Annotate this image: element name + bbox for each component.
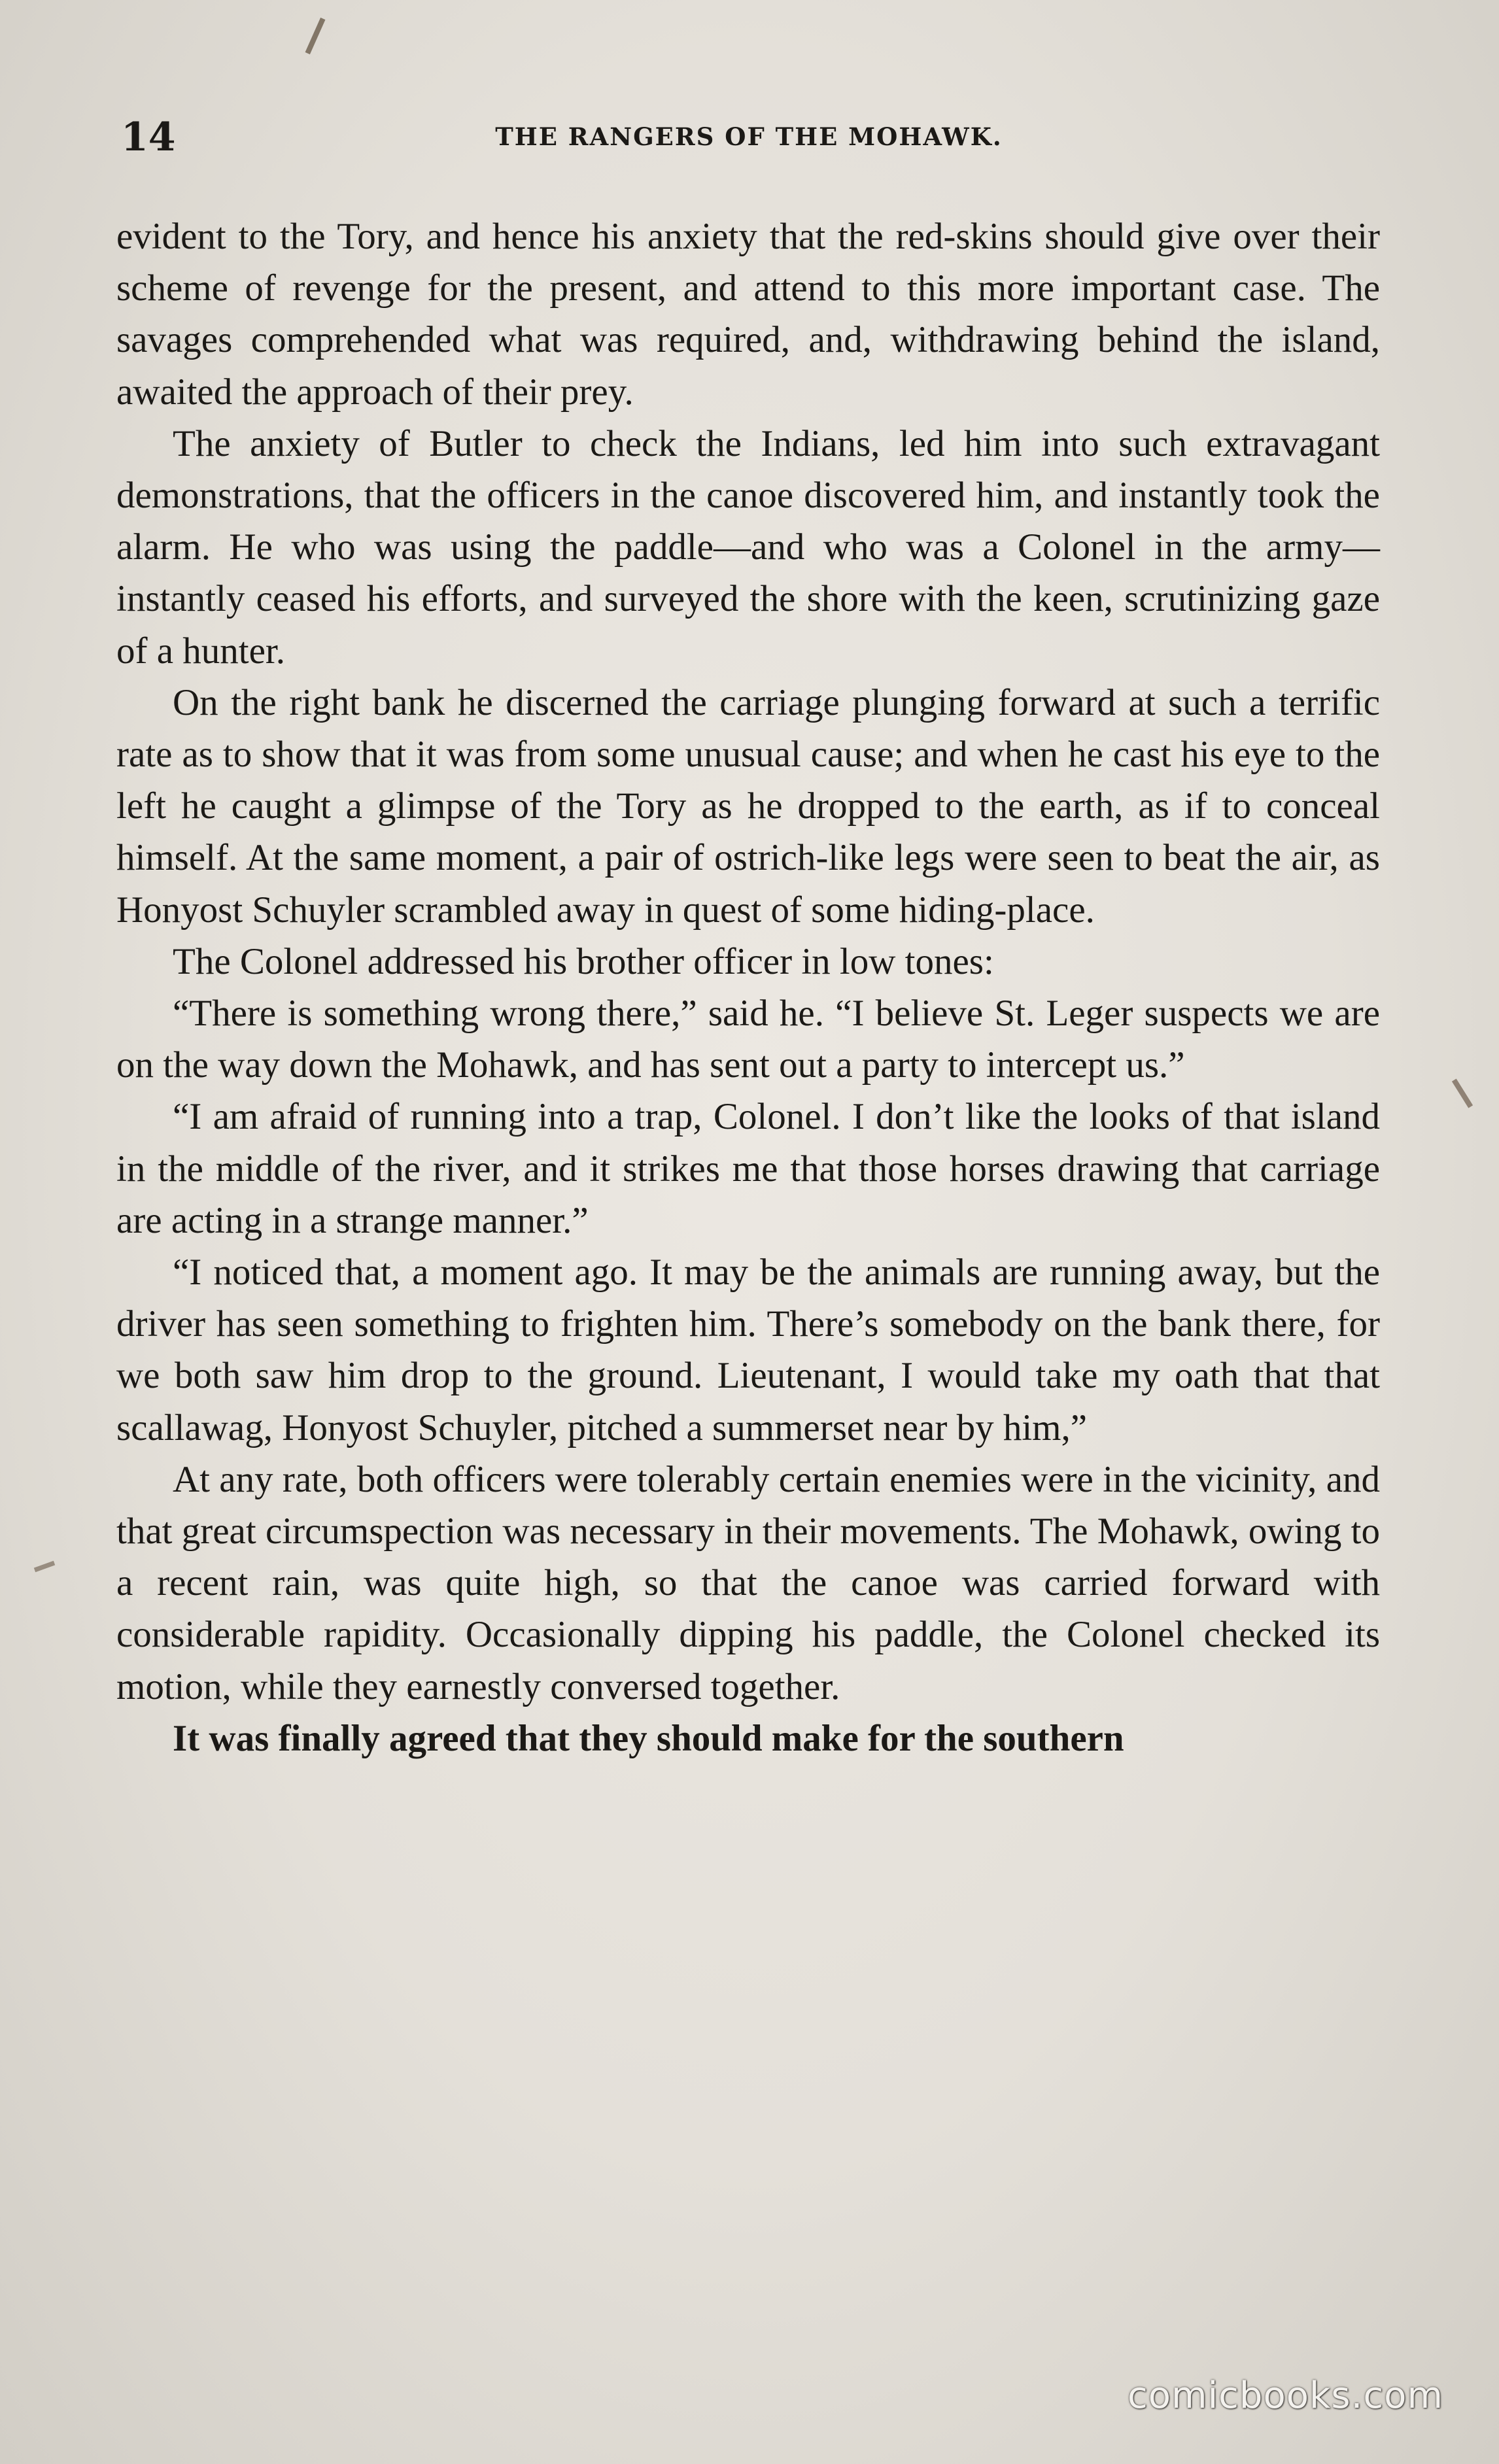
paragraph: evident to the Tory, and hence his anxiety that the red-skins should give over their scheme of revenge for the present, and attend to this more important case. The savages comprehended what was required, and, withdrawing behind the island, awaited the approach of their prey. — [116, 216, 1380, 413]
pencil-mark — [34, 1561, 55, 1573]
paragraph: At any rate, both officers were tolerably certain enemies were in the vicinity, and that great circumspection was necessary in their movements. The Mohawk, owing to a recent rain, was quite high, so that the canoe was carried forward with considerable rapidity. Occasionally dipping his paddle, the Colonel checked its motion, while they earnestly conversed together. — [116, 1458, 1380, 1707]
watermark: comicbooks.com — [1127, 2374, 1443, 2417]
running-head: THE RANGERS OF THE MOHAWK. — [495, 122, 1003, 151]
paragraph: “There is something wrong there,” said he. “I believe St. Leger suspects we are on the way down the Mohawk, and has sent out a party to intercept us.” — [116, 993, 1380, 1086]
page-number: 14 — [121, 114, 176, 160]
paragraph: “I noticed that, a moment ago. It may be the animals are running away, but the driver has seen something to frighten him. There’s somebody on the bank there, for we both saw him drop to the ground. Lieutenant, I would take my oath that that scallawag, Honyost Schuyler, pitched a summerset near by him,” — [116, 1252, 1380, 1448]
paragraph: The anxiety of Butler to check the Indians, led him into such extravagant demonstrations, that the officers in the canoe discovered him, and instantly took the alarm. He who was using the paddle—and who was a Colonel in the army—instantly ceased his efforts, and surveyed the shore with the keen, scrutinizing gaze of a hunter. — [116, 422, 1380, 672]
paragraph: “I am afraid of running into a trap, Colonel. I don’t like the looks of that island in the middle of the river, and it strikes me that those horses drawing that carriage are acting in a strange manner.” — [116, 1096, 1380, 1241]
paragraph: It was finally agreed that they should make for the southern — [173, 1717, 1124, 1759]
pencil-mark — [1452, 1079, 1473, 1108]
paragraph: The Colonel addressed his brother officer in low tones: — [173, 940, 994, 982]
page-header — [121, 114, 1377, 167]
paragraph: On the right bank he discerned the carriage plunging forward at such a terrific rate as to show that it was from some unusual cause; and when he cast his eye to the left he caught a glimpse of the Tory as he dropped to the earth, as if to conceal himself. At the same moment, a pair of ostrich-like legs were seen to beat the air, as Honyost Schuyler scrambled away in quest of some hiding-place. — [116, 681, 1380, 931]
pencil-mark — [305, 18, 326, 54]
body-text — [116, 211, 1380, 1764]
